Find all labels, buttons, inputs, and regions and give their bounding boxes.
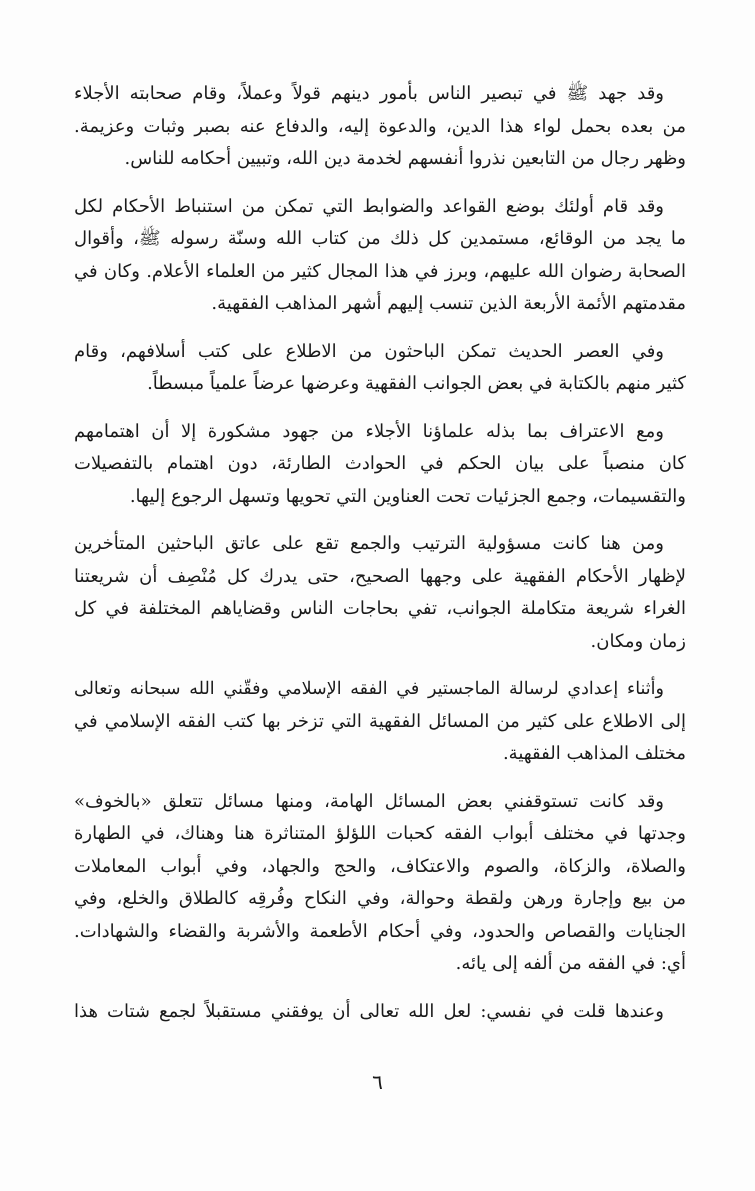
text-line: وظهر رجال من التابعين نذروا أنفسهم لخدمة دين الله، وتبيين أحكامه للناس. [124, 148, 686, 169]
text-line: وقد جهد ﷺ في تبصير الناس بأمور دينهم قولاً وعملاً، وقام صحابته الأجلاء [74, 83, 664, 104]
text-line: وجدتها في مختلف أبواب الفقه كحبات اللؤلؤ المتناثرة هنا وهناك، في الطهارة [74, 823, 686, 844]
text-line: من بعده بحمل لواء هذا الدين، والدعوة إليه، والدفاع عنه بصبر وثبات وعزيمة. [74, 115, 686, 137]
text-line: وفي العصر الحديث تمكن الباحثون من الاطلاع على كتب أسلافهم، وقام [74, 340, 664, 362]
paragraph [74, 786, 686, 981]
paragraph [74, 416, 686, 514]
paragraph [74, 191, 686, 321]
text-line: زمان ومكان. [590, 630, 686, 652]
text-line: مقدمتهم الأئمة الأربعة الذين تنسب إليهم أشهر المذاهب الفقهية. [211, 293, 686, 314]
paragraph [74, 528, 686, 658]
text-line: ومن هنا كانت مسؤولية الترتيب والجمع تقع على عاتق الباحثين المتأخرين [74, 533, 664, 554]
text-line: والتقسيمات، وجمع الجزئيات تحت العناوين التي تحويها وتسهل الرجوع إليها. [129, 485, 686, 507]
text-line: مختلف المذاهب الفقهية. [502, 743, 686, 764]
text-line: من بيع وإجارة ورهن ولقطة وحوالة، وفي النكاح وفُرقِه كالطلاق والخلع، وفي [74, 888, 686, 909]
text-line: وقد كانت تستوقفني بعض المسائل الهامة، ومنها مسائل تتعلق «بالخوف» [74, 790, 664, 812]
text-line: لإظهار الأحكام الفقهية على وجهها الصحيح، حتى يدرك كل مُنْصِف أن شريعتنا [74, 565, 686, 587]
text-line: الجنايات والقصاص والحدود، وفي أحكام الأطعمة والأشربة والقضاء والشهادات. [74, 920, 686, 942]
text-line: والصلاة، والزكاة، والصوم والاعتكاف، والحج والجهاد، وفي أبواب المعاملات [74, 855, 686, 877]
text-line: ما يجد من الوقائع، مستمدين كل ذلك من كتاب الله وسنّة رسوله ﷺ، وأقوال [74, 228, 686, 249]
text-line: إلى الاطلاع على كثير من المسائل الفقهية التي تزخر بها كتب الفقه الإسلامي في [74, 710, 686, 732]
text-line: كان منصباً على بيان الحكم في الحوادث الطارئة، دون اهتمام بالتفصيلات [74, 453, 686, 474]
paragraph [74, 336, 686, 401]
paragraph [74, 673, 686, 771]
page-number: ٦ [372, 1070, 383, 1094]
text-line: الغراء شريعة متكاملة الجوانب، تفي بحاجات الناس وقضاياهم المختلفة في كل [74, 598, 686, 619]
body-text [74, 78, 686, 1043]
text-line: الصحابة رضوان الله عليهم، وبرز في هذا المجال كثير من العلماء الأعلام. وكان في [74, 260, 686, 282]
text-line: وقد قام أولئك بوضع القواعد والضوابط التي تمكن من استنباط الأحكام لكل [74, 195, 664, 217]
text-line: ومع الاعتراف بما بذله علماؤنا الأجلاء من جهود مشكورة إلا أن اهتمامهم [74, 420, 664, 442]
text-line: وعندها قلت في نفسي: لعل الله تعالى أن يوفقني مستقبلاً لجمع شتات هذا [74, 1000, 664, 1022]
text-line: وأثناء إعدادي لرسالة الماجستير في الفقه الإسلامي وفقّني الله سبحانه وتعالى [74, 679, 664, 699]
text-line: أي: في الفقه من ألفه إلى يائه. [455, 953, 686, 974]
paragraph [74, 996, 686, 1029]
text-line: كثير منهم بالكتابة في بعض الجوانب الفقهية وعرضها عرضاً علمياً مبسطاً. [147, 373, 686, 394]
paragraph [74, 78, 686, 176]
